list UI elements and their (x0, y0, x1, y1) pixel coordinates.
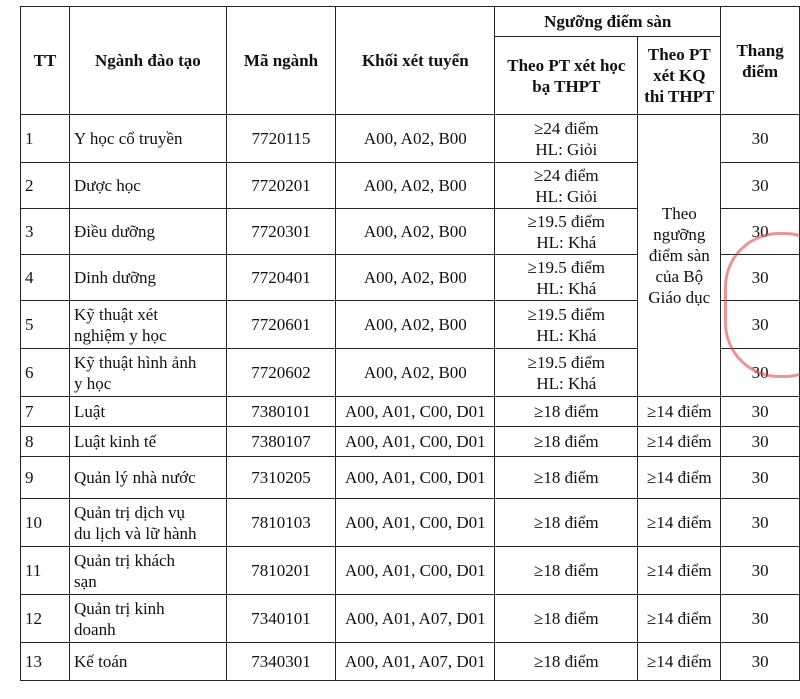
cell-khoi (336, 457, 495, 499)
program-name: Điều dưỡng (74, 222, 156, 241)
cell-thang-diem (721, 349, 800, 397)
cell-ma-nganh (226, 397, 336, 427)
program-name: Kỹ thuật xét (74, 304, 159, 324)
row-number: 7 (25, 402, 34, 421)
row-number: 2 (25, 176, 34, 195)
program-name: Dinh dưỡng (74, 268, 156, 287)
score-scale: 30 (751, 609, 769, 628)
cell-nganh (70, 499, 227, 547)
cell-nganh (70, 397, 227, 427)
row-number: 4 (25, 268, 34, 287)
cell-thang-diem (721, 595, 800, 643)
cell-hocba (495, 595, 638, 643)
row-number: 9 (25, 468, 34, 487)
cell-ma-nganh (226, 643, 336, 681)
program-code: 7720601 (251, 315, 311, 334)
hocba-threshold: ≥18 điểm (534, 468, 599, 487)
header-thang-2: điểm (742, 61, 779, 81)
cell-thang-diem (721, 255, 800, 301)
program-name: Kế toán (74, 652, 128, 671)
exam-blocks: A00, A02, B00 (363, 268, 467, 287)
cell-tt (21, 209, 70, 255)
cell-kq (638, 547, 721, 595)
cell-khoi (336, 397, 495, 427)
cell-khoi (336, 115, 495, 163)
cell-tt (21, 547, 70, 595)
program-name: Quản lý nhà nước (74, 468, 196, 487)
program-code: 7810201 (251, 561, 311, 580)
cell-khoi (336, 643, 495, 681)
program-code: 7720401 (251, 268, 311, 287)
cell-nganh (70, 349, 227, 397)
score-scale: 30 (751, 513, 769, 532)
table-body (21, 115, 800, 681)
cell-hocba (495, 301, 638, 349)
program-code: 7720602 (251, 363, 311, 382)
cell-nganh (70, 255, 227, 301)
hocba-threshold: HL: Giỏi (535, 139, 598, 159)
program-code: 7310205 (251, 468, 311, 487)
program-name: Quản trị khách (74, 550, 176, 570)
score-scale: 30 (751, 268, 769, 287)
score-scale: 30 (751, 222, 769, 241)
exam-blocks: A00, A01, C00, D01 (344, 432, 486, 451)
header-ma-nganh: Mã ngành (226, 7, 336, 115)
exam-blocks: A00, A02, B00 (363, 315, 467, 334)
hocba-threshold: ≥19.5 điểm (527, 211, 605, 231)
cell-thang-diem (721, 547, 800, 595)
table-row (21, 457, 800, 499)
hocba-threshold: HL: Khá (536, 232, 597, 252)
exam-blocks: A00, A01, A07, D01 (344, 609, 486, 628)
cell-hocba (495, 397, 638, 427)
cell-ma-nganh (226, 301, 336, 349)
kq-threshold: ≥14 điểm (647, 609, 712, 628)
cell-nganh (70, 643, 227, 681)
cell-ma-nganh (226, 163, 336, 209)
row-number: 3 (25, 222, 34, 241)
admission-table (20, 6, 800, 681)
cell-khoi (336, 595, 495, 643)
cell-tt (21, 349, 70, 397)
hocba-threshold: ≥18 điểm (534, 402, 599, 421)
cell-thang-diem (721, 397, 800, 427)
row-number: 6 (25, 363, 34, 382)
row-number: 13 (25, 652, 42, 671)
exam-blocks: A00, A02, B00 (363, 222, 467, 241)
cell-khoi (336, 209, 495, 255)
table-row (21, 595, 800, 643)
program-name: sạn (74, 571, 97, 591)
program-code: 7380107 (251, 432, 311, 451)
kq-threshold: ≥14 điểm (647, 468, 712, 487)
header-pt-kq-1: Theo PT (647, 45, 711, 64)
header-pt-hocba-1: Theo PT xét học (507, 55, 626, 75)
cell-ma-nganh (226, 115, 336, 163)
header-pt-hocba-2: bạ THPT (532, 76, 601, 96)
cell-hocba (495, 457, 638, 499)
cell-hocba (495, 209, 638, 255)
cell-ma-nganh (226, 427, 336, 457)
cell-thang-diem (721, 457, 800, 499)
merged-note-line: của Bộ (655, 267, 704, 286)
cell-thang-diem (721, 499, 800, 547)
cell-nganh (70, 547, 227, 595)
cell-nganh (70, 457, 227, 499)
cell-kq (638, 595, 721, 643)
program-name: Quản trị kinh (74, 598, 165, 618)
cell-tt (21, 397, 70, 427)
cell-hocba (495, 349, 638, 397)
cell-hocba (495, 547, 638, 595)
cell-hocba (495, 163, 638, 209)
cell-merged-note (638, 115, 721, 397)
score-scale: 30 (751, 315, 769, 334)
row-number: 11 (25, 561, 42, 580)
program-code: 7720301 (251, 222, 311, 241)
kq-threshold: ≥14 điểm (647, 402, 712, 421)
program-name: y học (74, 373, 112, 393)
score-scale: 30 (751, 561, 769, 580)
score-scale: 30 (751, 176, 769, 195)
table-row (21, 547, 800, 595)
program-code: 7380101 (251, 402, 311, 421)
kq-threshold: ≥14 điểm (647, 432, 712, 451)
cell-thang-diem (721, 643, 800, 681)
row-number: 12 (25, 609, 42, 628)
merged-note-line: Giáo dục (648, 288, 711, 307)
table-row (21, 427, 800, 457)
header-pt-kq (638, 37, 721, 115)
header-khoi: Khối xét tuyển (336, 7, 495, 115)
cell-kq (638, 427, 721, 457)
cell-kq (638, 499, 721, 547)
merged-note-line: điểm sàn (648, 246, 710, 265)
exam-blocks: A00, A01, C00, D01 (344, 402, 486, 421)
hocba-threshold: ≥18 điểm (534, 513, 599, 532)
program-code: 7810103 (251, 513, 311, 532)
cell-ma-nganh (226, 209, 336, 255)
program-code: 7720201 (251, 176, 311, 195)
cell-ma-nganh (226, 595, 336, 643)
cell-nganh (70, 427, 227, 457)
hocba-threshold: ≥18 điểm (534, 561, 599, 580)
cell-hocba (495, 115, 638, 163)
hocba-threshold: ≥24 điểm (534, 118, 599, 138)
cell-kq (638, 397, 721, 427)
cell-nganh (70, 595, 227, 643)
cell-khoi (336, 349, 495, 397)
hocba-threshold: ≥18 điểm (534, 652, 599, 671)
cell-nganh (70, 163, 227, 209)
cell-khoi (336, 255, 495, 301)
hocba-threshold: ≥24 điểm (534, 165, 599, 185)
header-nganh: Ngành đào tạo (70, 7, 227, 115)
cell-khoi (336, 163, 495, 209)
table-row (21, 499, 800, 547)
table-row (21, 643, 800, 681)
row-number: 10 (25, 513, 42, 532)
exam-blocks: A00, A02, B00 (363, 129, 467, 148)
header-pt-kq-3: thi THPT (644, 87, 715, 106)
exam-blocks: A00, A01, C00, D01 (344, 513, 486, 532)
hocba-threshold: HL: Khá (536, 325, 597, 345)
table-row (21, 115, 800, 163)
cell-khoi (336, 499, 495, 547)
row-number: 8 (25, 432, 34, 451)
merged-note-line: ngưỡng (653, 225, 706, 244)
program-code: 7720115 (251, 129, 311, 148)
score-scale: 30 (751, 468, 769, 487)
cell-hocba (495, 499, 638, 547)
cell-tt (21, 427, 70, 457)
cell-thang-diem (721, 301, 800, 349)
program-code: 7340101 (251, 609, 311, 628)
cell-kq (638, 457, 721, 499)
row-number: 1 (25, 129, 34, 148)
hocba-threshold: ≥18 điểm (534, 432, 599, 451)
score-scale: 30 (751, 432, 769, 451)
header-thang-diem (721, 7, 800, 115)
cell-thang-diem (721, 163, 800, 209)
cell-ma-nganh (226, 547, 336, 595)
cell-khoi (336, 547, 495, 595)
cell-tt (21, 595, 70, 643)
cell-ma-nganh (226, 457, 336, 499)
program-name: du lịch và lữ hành (74, 523, 197, 543)
merged-note-line: Theo (661, 204, 697, 223)
cell-tt (21, 643, 70, 681)
score-scale: 30 (751, 652, 769, 671)
header-nguong: Ngưỡng điểm sàn (495, 7, 721, 37)
cell-ma-nganh (226, 255, 336, 301)
kq-threshold: ≥14 điểm (647, 513, 712, 532)
hocba-threshold: ≥19.5 điểm (527, 304, 605, 324)
hocba-threshold: ≥19.5 điểm (527, 352, 605, 372)
program-name: Luật (74, 402, 106, 421)
exam-blocks: A00, A01, C00, D01 (344, 468, 486, 487)
header-thang-1: Thang (736, 40, 784, 60)
cell-nganh (70, 209, 227, 255)
cell-hocba (495, 643, 638, 681)
score-scale: 30 (751, 129, 769, 148)
cell-thang-diem (721, 427, 800, 457)
cell-tt (21, 457, 70, 499)
exam-blocks: A00, A02, B00 (363, 176, 467, 195)
score-scale: 30 (751, 402, 769, 421)
score-scale: 30 (751, 363, 769, 382)
cell-thang-diem (721, 115, 800, 163)
hocba-threshold: HL: Giỏi (535, 186, 598, 206)
exam-blocks: A00, A02, B00 (363, 363, 467, 382)
header-tt: TT (21, 7, 70, 115)
header-pt-kq-2: xét KQ (653, 66, 706, 85)
cell-nganh (70, 301, 227, 349)
cell-tt (21, 255, 70, 301)
cell-hocba (495, 255, 638, 301)
cell-tt (21, 301, 70, 349)
cell-thang-diem (721, 209, 800, 255)
kq-threshold: ≥14 điểm (647, 652, 712, 671)
cell-tt (21, 499, 70, 547)
cell-khoi (336, 427, 495, 457)
hocba-threshold: ≥18 điểm (534, 609, 599, 628)
cell-tt (21, 115, 70, 163)
program-name: doanh (74, 619, 116, 639)
cell-nganh (70, 115, 227, 163)
cell-tt (21, 163, 70, 209)
table-row (21, 397, 800, 427)
hocba-threshold: ≥19.5 điểm (527, 257, 605, 277)
cell-hocba (495, 427, 638, 457)
cell-khoi (336, 301, 495, 349)
cell-kq (638, 643, 721, 681)
program-name: Quản trị dịch vụ (74, 502, 185, 522)
header-pt-hocba (495, 37, 638, 115)
exam-blocks: A00, A01, A07, D01 (344, 652, 486, 671)
hocba-threshold: HL: Khá (536, 373, 597, 393)
cell-ma-nganh (226, 349, 336, 397)
exam-blocks: A00, A01, C00, D01 (344, 561, 486, 580)
kq-threshold: ≥14 điểm (647, 561, 712, 580)
program-name: nghiệm y học (74, 325, 167, 345)
program-name: Y học cổ truyền (74, 129, 183, 148)
program-code: 7340301 (251, 652, 311, 671)
program-name: Dược học (74, 176, 141, 195)
program-name: Luật kinh tế (74, 432, 157, 451)
row-number: 5 (25, 315, 34, 334)
hocba-threshold: HL: Khá (536, 278, 597, 298)
cell-ma-nganh (226, 499, 336, 547)
program-name: Kỹ thuật hình ảnh (74, 352, 197, 372)
